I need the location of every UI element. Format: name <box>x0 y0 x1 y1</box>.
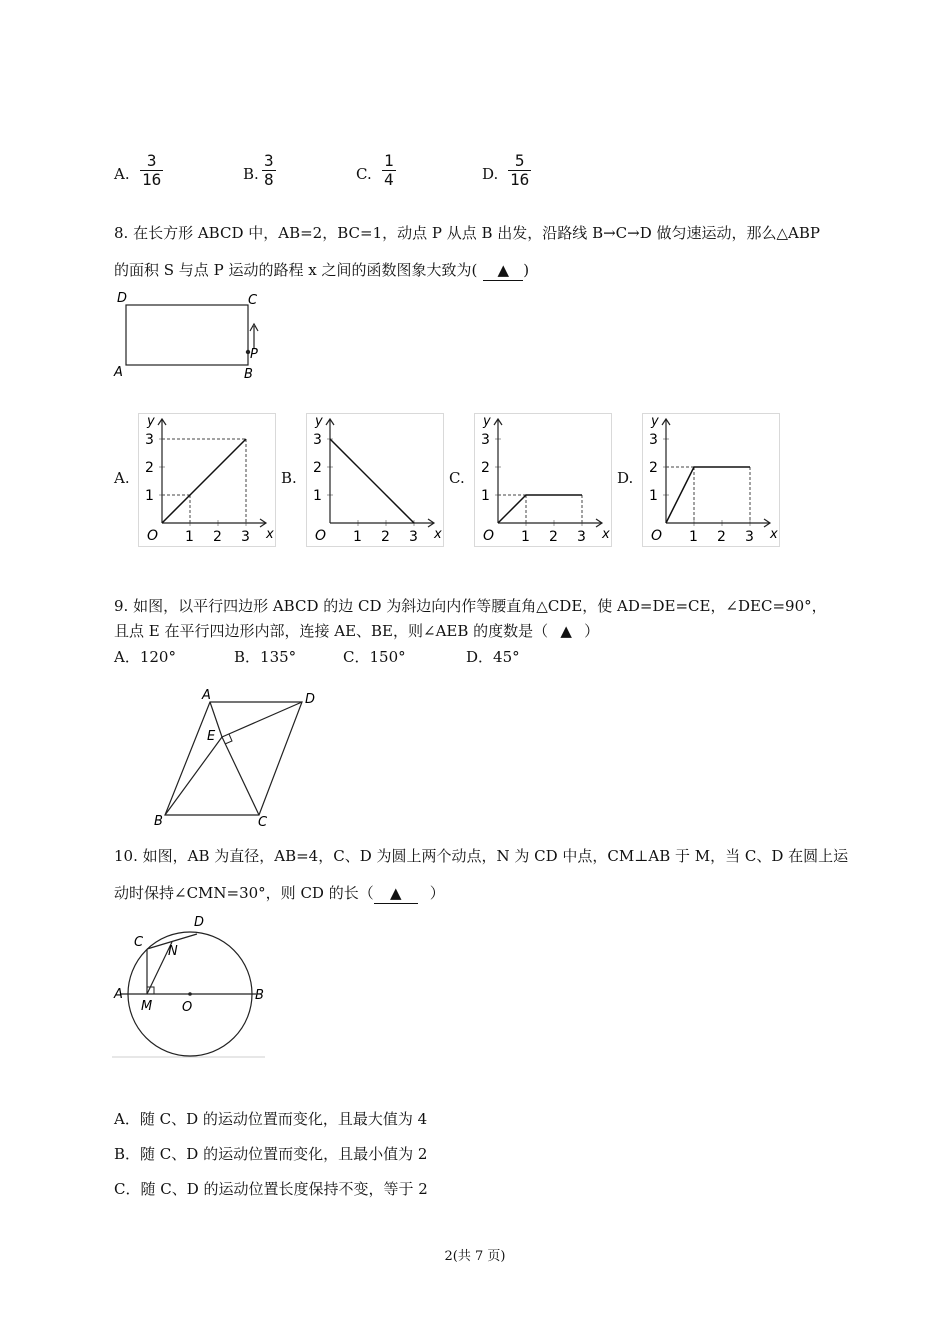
series-line <box>498 495 582 523</box>
x-tick-label: 3 <box>409 529 418 545</box>
q9-answer-marker: ▲ <box>560 622 572 640</box>
q9-stem-line1: 9. 如图，以平行四边形 ABCD 的边 CD 为斜边向内作等腰直角△CDE，使 AD=DE=CE，∠DEC=90°， <box>114 597 827 615</box>
graph-option-d <box>642 413 780 547</box>
x-tick-label: 2 <box>717 529 726 545</box>
q8-answer-marker: ▲ <box>497 261 510 279</box>
q10-option-c: C．随 C、D 的运动位置长度保持不变，等于 2 <box>114 1180 428 1198</box>
q9-label-a: A <box>202 688 211 703</box>
q10-stem-text: 动时保持∠CMN=30°，则 CD 的长（ <box>114 884 374 902</box>
q9-stem-text: 且点 E 在平行四边形内部，连接 AE、BE，则∠AEB 的度数是（ <box>114 622 549 640</box>
q8-stem-text: 的面积 S 与点 P 运动的路程 x 之间的函数图象大致为( <box>114 261 478 279</box>
q9-stem-line2: 且点 E 在平行四边形内部，连接 AE、BE，则∠AEB 的度数是（ ▲ ） <box>114 622 600 640</box>
q10-option-b: B．随 C、D 的运动位置而变化，且最小值为 2 <box>114 1145 428 1163</box>
q8-option-a-label: A. <box>114 469 130 487</box>
q8-option-b-label: B. <box>281 469 297 487</box>
q10-label-o: O <box>182 1000 193 1015</box>
y-axis-label: y <box>483 414 491 429</box>
series-line <box>666 467 750 523</box>
q10-label-c: C <box>134 935 144 950</box>
q8-label-p: P <box>250 347 258 362</box>
q8-answer-blank <box>483 260 523 281</box>
q9-label-b: B <box>154 814 163 829</box>
q7-option-c-fraction: $\frac{1}{4}$ <box>384 151 394 189</box>
y-axis-label: y <box>315 414 323 429</box>
q10-label-a: A <box>114 987 123 1002</box>
x-tick-label: 1 <box>185 529 194 545</box>
q10-label-b: B <box>255 988 264 1003</box>
q8-option-d-label: D. <box>617 469 634 487</box>
x-axis-label: x <box>434 527 442 542</box>
q8-label-d: D <box>117 291 128 306</box>
graph-frame <box>307 414 444 547</box>
y-tick-label: 2 <box>481 460 490 476</box>
origin-label: O <box>483 528 495 544</box>
x-tick-label: 1 <box>353 529 362 545</box>
x-tick-label: 3 <box>745 529 754 545</box>
q9-label-e: E <box>207 729 216 744</box>
graph-option-b <box>306 413 444 547</box>
x-tick-label: 3 <box>241 529 250 545</box>
origin-label: O <box>651 528 663 544</box>
q9-option-c: C．150° <box>343 648 406 666</box>
x-tick-label: 2 <box>381 529 390 545</box>
q10-answer-blank <box>374 883 418 904</box>
y-tick-label: 1 <box>649 488 658 504</box>
q7-option-b-label: B. <box>243 165 259 183</box>
q10-stem-line1: 10. 如图，AB 为直径，AB=4，C、D 为圆上两个动点，N 为 CD 中点，CM⊥AB 于 M，当 C、D 在圆上运 <box>114 847 849 865</box>
q8-label-c: C <box>248 293 258 308</box>
q9-option-b: B．135° <box>234 648 297 666</box>
q10-option-a: A．随 C、D 的运动位置而变化，且最大值为 4 <box>114 1110 428 1128</box>
x-tick-label: 3 <box>577 529 586 545</box>
q8-stem-line2: 的面积 S 与点 P 运动的路程 x 之间的函数图象大致为( ▲ ) <box>114 261 530 279</box>
x-tick-label: 2 <box>549 529 558 545</box>
q9-parallelogram-figure <box>150 685 325 830</box>
x-axis-label: x <box>770 527 778 542</box>
origin-label: O <box>315 528 327 544</box>
q9-label-d: D <box>305 692 316 707</box>
origin-label: O <box>147 528 159 544</box>
y-tick-label: 3 <box>145 432 154 448</box>
page-footer: 2(共 7 页) <box>444 1249 506 1264</box>
q10-answer-marker: ▲ <box>389 884 402 902</box>
graph-frame <box>139 414 276 547</box>
y-tick-label: 1 <box>481 488 490 504</box>
q7-option-a-fraction: $\frac{3}{16}$ <box>142 151 162 189</box>
y-axis-label: y <box>651 414 659 429</box>
y-tick-label: 1 <box>313 488 322 504</box>
x-tick-label: 2 <box>213 529 222 545</box>
q7-option-d-label: D. <box>482 165 499 183</box>
series-line <box>330 439 414 523</box>
y-tick-label: 3 <box>481 432 490 448</box>
y-tick-label: 3 <box>313 432 322 448</box>
x-tick-label: 1 <box>521 529 530 545</box>
q10-label-d: D <box>194 915 205 930</box>
q7-option-c-label: C. <box>356 165 372 183</box>
q7-option-a-label: A. <box>114 165 130 183</box>
y-tick-label: 2 <box>145 460 154 476</box>
graph-frame <box>643 414 780 547</box>
q10-label-n: N <box>168 944 178 959</box>
q7-option-d-fraction: $\frac{5}{16}$ <box>510 151 530 189</box>
q8-label-a: A <box>114 365 123 380</box>
q8-option-c-label: C. <box>449 469 465 487</box>
y-tick-label: 2 <box>313 460 322 476</box>
graph-option-c <box>474 413 612 547</box>
y-axis-label: y <box>147 414 155 429</box>
x-axis-label: x <box>602 527 610 542</box>
q8-stem-line1: 8. 在长方形 ABCD 中，AB=2，BC=1，动点 P 从点 B 出发，沿路线 B→C→D 做匀速运动，那么△ABP <box>114 224 820 242</box>
y-tick-label: 3 <box>649 432 658 448</box>
series-line <box>162 439 246 523</box>
q10-circle-figure <box>110 912 270 1060</box>
q9-option-a: A．120° <box>114 648 176 666</box>
graph-option-a <box>138 413 276 547</box>
q10-label-m: M <box>141 999 153 1014</box>
x-axis-label: x <box>266 527 274 542</box>
q7-option-b-fraction: $\frac{3}{8}$ <box>264 151 274 189</box>
q10-stem-line2: 动时保持∠CMN=30°，则 CD 的长（ ▲ ） <box>114 884 445 902</box>
q9-label-c: C <box>258 815 268 830</box>
y-tick-label: 2 <box>649 460 658 476</box>
x-tick-label: 1 <box>689 529 698 545</box>
q8-label-b: B <box>244 367 253 382</box>
q8-rectangle-figure <box>110 288 270 383</box>
graph-frame <box>475 414 612 547</box>
y-tick-label: 1 <box>145 488 154 504</box>
q9-option-d: D．45° <box>466 648 520 666</box>
